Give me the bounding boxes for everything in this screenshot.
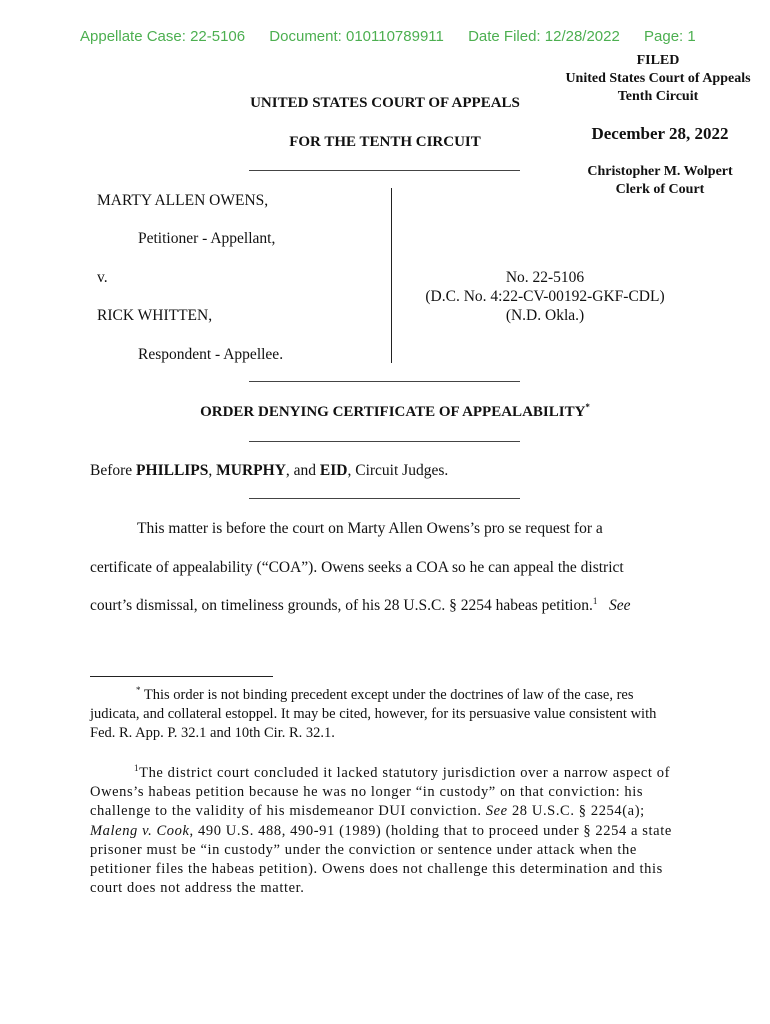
footnote-1-case-name: Maleng v. Cook [90,822,190,839]
clerk-title: Clerk of Court [615,182,705,197]
court-subtitle: FOR THE TENTH CIRCUIT [289,134,481,150]
respondent-role: Respondent - Appellee. [138,346,284,363]
body-line-2: certificate of appealability (“COA”). Owens seeks a COA so he can appeal the district [90,559,624,576]
divider [249,441,520,442]
footnote-ref-1: 1 [592,595,598,606]
petitioner-role: Petitioner - Appellant, [138,230,276,247]
order-title-footnote-mark: * [585,402,590,412]
footnote-star [90,686,680,743]
case-number: No. 22-5106 [505,269,585,286]
filing-stamp-header [80,28,716,45]
footnote-1 [90,764,680,898]
see-signal: See [609,597,631,614]
footnote-star-mark: * [136,685,141,696]
caption-divider [391,188,392,363]
case-number-stamp: Appellate Case: 22-5106 [80,28,246,45]
divider [249,381,520,382]
footnote-1-text-c: , 490 U.S. 488, 490-91 (1989) (holding that to proceed under § 2254 a state prisoner must be “in custody” under the conviction or sentence under attack when the petitioner files the habeas petition). Owens does not challenge this determination and this court does not address the matter. [90,822,672,897]
judges-sep: , and [285,462,320,479]
footnote-star-text: This order is not binding precedent except under the doctrines of law of the case, res judicata, and collateral estoppel. It may be cited, however, for its persuasive value consistent with Fed. R. App. P. 32.1 and 10th Cir. R. 32.1. [90,687,657,741]
court-title: UNITED STATES COURT OF APPEALS [250,95,520,111]
clerk-block [560,163,760,199]
footnote-1-mark: 1 [134,763,140,774]
judges-line [90,462,448,480]
judge-phillips: PHILLIPS [136,462,209,479]
divider [249,170,520,171]
filed-circuit: Tenth Circuit [617,89,699,104]
petitioner-name: MARTY ALLEN OWENS, [97,192,269,209]
body-line-1: This matter is before the court on Marty Allen Owens’s pro se request for a [137,520,603,537]
filed-court: United States Court of Appeals [565,71,751,86]
judges-before: Before [90,462,137,479]
filed-block [548,52,768,106]
footnote-1-text-b: 28 U.S.C. § 2254(a); [507,803,645,820]
filed-label: FILED [636,53,680,68]
district: (N.D. Okla.) [505,307,585,324]
date-filed-stamp: Date Filed: 12/28/2022 [468,28,620,45]
footnote-separator [90,676,273,677]
filed-date: December 28, 2022 [591,124,729,143]
order-title-text: ORDER DENYING CERTIFICATE OF APPEALABILITY [200,404,586,420]
body-line-3 [90,597,631,615]
judge-murphy: MURPHY [216,462,286,479]
judge-eid: EID [319,462,348,479]
district-court-number: (D.C. No. 4:22-CV-00192-GKF-CDL) [425,288,665,305]
order-title [170,404,620,421]
clerk-name: Christopher M. Wolpert [587,164,733,179]
divider [249,498,520,499]
page-number-stamp: Page: 1 [644,28,696,45]
judges-sep: , [208,462,217,479]
versus: v. [97,269,108,286]
respondent-name: RICK WHITTEN, [97,307,213,324]
document-number-stamp: Document: 010110789911 [269,28,444,45]
footnote-1-see: See [485,803,508,820]
footnote-1-text-a: The district court concluded it lacked statutory jurisdiction over a narrow aspect of Owens’s habeas petition because he was no longer “in custody” on that conviction: his challenge to the validity of his misdemeanor DUI conviction. [90,765,671,820]
judges-after: , Circuit Judges. [347,462,449,479]
body-line-3-text: court’s dismissal, on timeliness grounds, of his 28 U.S.C. § 2254 habeas petition. [90,597,593,614]
case-number-block [405,268,685,325]
